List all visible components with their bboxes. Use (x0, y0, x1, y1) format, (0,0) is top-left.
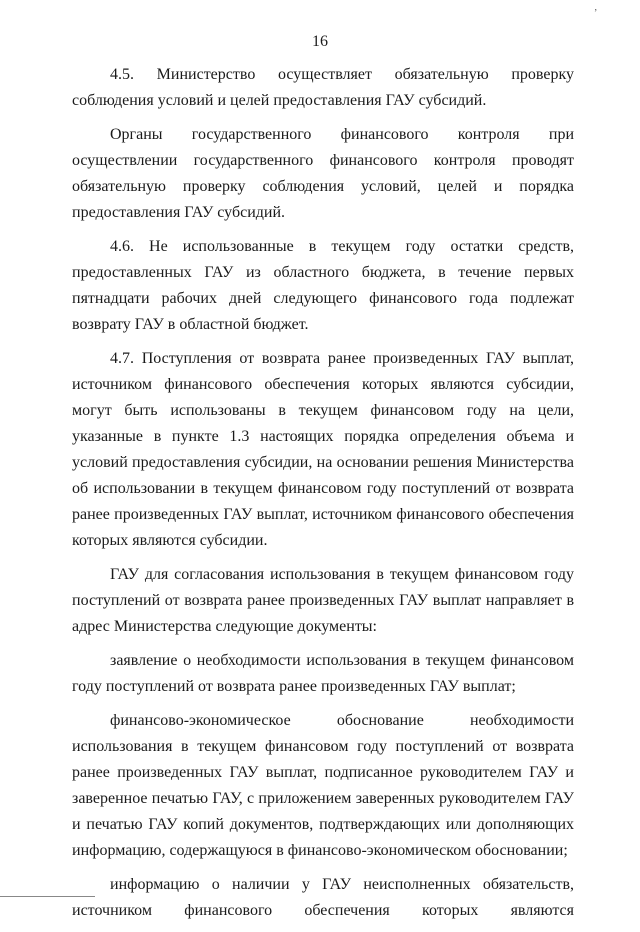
document-body (72, 62, 574, 932)
scan-corner-mark: ʼ (594, 8, 598, 19)
paragraph-4-5: 4.5. Министерство осуществляет обязательную проверку соблюдения условий и целей предоставления ГАУ субсидий. (72, 66, 574, 109)
paragraph-documents-intro: ГАУ для согласования использования в текущем финансовом году поступлений от возврата ранее произведенных ГАУ выплат направляет в адрес Министерства следующие документы: (72, 566, 574, 635)
paragraph-application: заявление о необходимости использования в текущем финансовом году поступлений от возврата ранее произведенных ГАУ выплат; (72, 652, 574, 695)
page-number: 16 (312, 33, 328, 50)
paragraph-financial-control: Органы государственного финансового контроля при осуществлении государственного финансового контроля проводят обязательную проверку соблюдения условий, целей и порядка предоставления ГАУ субсидий. (72, 126, 574, 221)
paragraph-4-7: 4.7. Поступления от возврата ранее произведенных ГАУ выплат, источником финансового обеспечения которых являются субсидии, могут быть использованы в текущем финансовом году на цели, указанные в пункте 1.3 настоящих порядка определения объема и условий предоставления субсидии, на основании решения Министерства об использовании в текущем финансовом году поступлений от возврата ранее произведенных ГАУ выплат, источником финансового обеспечения которых являются субсидии. (72, 350, 574, 549)
scan-edge-line (0, 896, 95, 897)
paragraph-obligations: информацию о наличии у ГАУ неисполненных обязательств, источником финансового обеспечения которых являются (72, 876, 574, 919)
paragraph-4-6: 4.6. Не использованные в текущем году остатки средств, предоставленных ГАУ из областного бюджета, в течение первых пятнадцати рабочих дней следующего финансового года подлежат возврату ГАУ в областной бюджет. (72, 238, 574, 333)
paragraph-justification: финансово-экономическое обоснование необходимости использования в текущем финансовом году поступлений от возврата ранее произведенных ГАУ выплат, подписанное руководителем ГАУ и заверенное печатью ГАУ, с приложением заверенных руководителем ГАУ и печатью ГАУ копий документов, подтверждающих или дополняющих информацию, содержащуюся в финансово-экономическом обосновании; (72, 712, 574, 859)
